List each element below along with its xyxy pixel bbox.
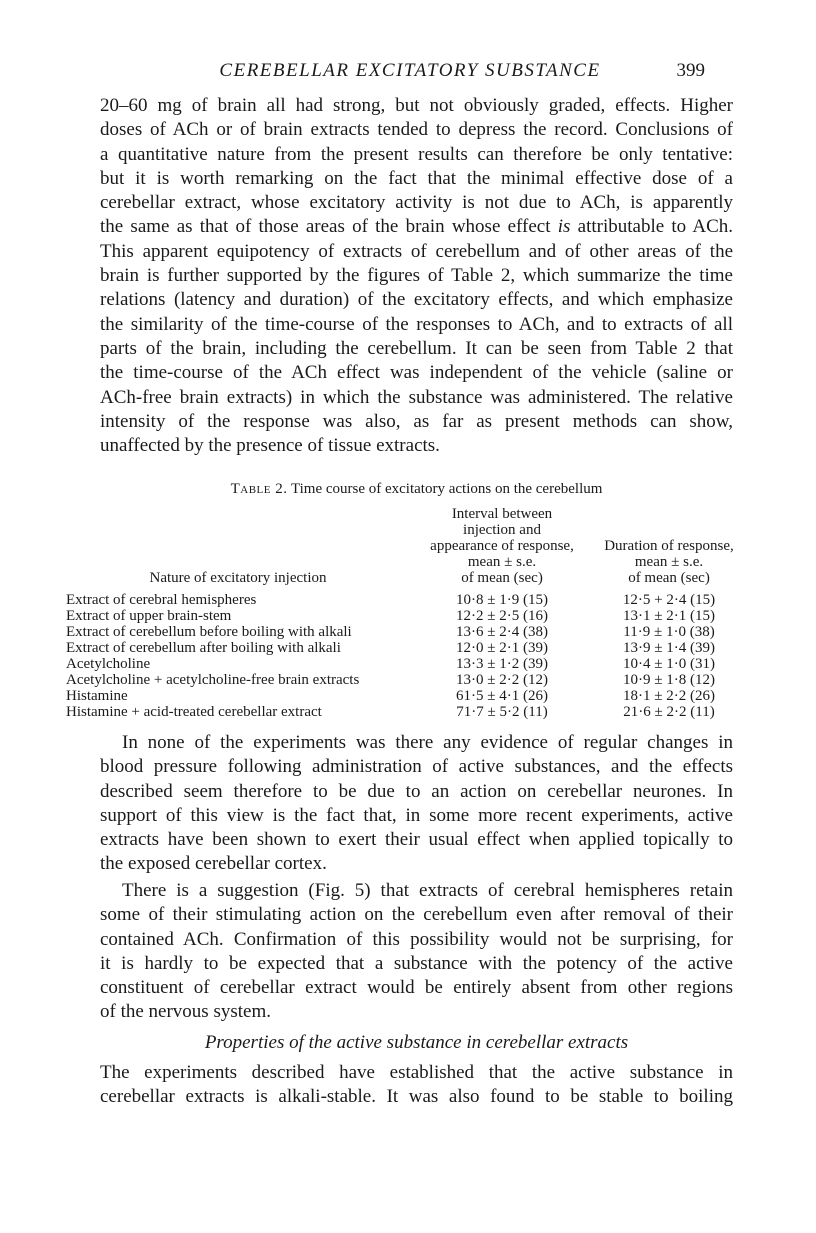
header-duration xyxy=(594,506,744,592)
table-caption-text: Time course of excitatory actions on the cerebellum xyxy=(290,481,603,497)
header-line: injection and xyxy=(463,522,541,538)
page-number: 399 xyxy=(676,60,705,81)
text-line: it is hardly to be expected that a substance with the potency of the active xyxy=(100,952,733,974)
text-line: the similarity of the time-course of the responses to ACh, and to extracts of all xyxy=(100,313,733,335)
text-line: blood pressure following administration of active substances, and the effects xyxy=(100,756,733,778)
paragraph-1 xyxy=(100,94,733,458)
injection-cell: Extract of cerebral hemispheres xyxy=(66,592,257,608)
duration-cell: 10·9 ± 1·8 (12) xyxy=(623,672,715,688)
header-interval xyxy=(410,506,594,592)
text-line: 20–60 mg of brain all had strong, but not obviously graded, effects. Higher xyxy=(100,95,733,116)
text-line: brain is further supported by the figures of Table 2, which summarize the time xyxy=(100,265,733,287)
text-line: some of their stimulating action on the cerebellum even after removal of their xyxy=(100,904,733,926)
table-row xyxy=(66,640,744,656)
text-line: unaffected by the presence of tissue extracts. xyxy=(100,435,440,457)
text-line xyxy=(100,215,733,239)
paragraph-4 xyxy=(100,1061,733,1110)
header-line: mean ± s.e. xyxy=(467,554,537,570)
text-line: In none of the experiments was there any evidence of regular changes in xyxy=(122,732,733,753)
text-line: support of this view is the fact that, in some more recent experiments, active xyxy=(100,804,733,826)
interval-cell: 12·2 ± 2·5 (16) xyxy=(456,608,548,624)
interval-cell: 13·0 ± 2·2 (12) xyxy=(456,672,548,688)
text-line: relations (latency and duration) of the excitatory effects, and which emphasize xyxy=(100,289,733,311)
text-line: doses of ACh or of brain extracts tended to depress the record. Conclusions of xyxy=(100,119,733,141)
text-line: cerebellar extracts is alkali-stable. It was also found to be stable to boiling xyxy=(100,1086,733,1108)
text-line: but it is worth remarking on the fact that the minimal effective dose of a xyxy=(100,167,733,189)
table-2 xyxy=(66,506,744,720)
table-row xyxy=(66,672,744,688)
text-line: There is a suggestion (Fig. 5) that extracts of cerebral hemispheres retain xyxy=(122,880,733,901)
injection-cell: Extract of cerebellum after boiling with alkali xyxy=(66,640,341,656)
duration-cell: 21·6 ± 2·2 (11) xyxy=(623,704,715,720)
text-line: This apparent equipotency of extracts of cerebellum and of other areas of the xyxy=(100,240,733,262)
injection-cell: Histamine + acid-treated cerebellar extract xyxy=(66,704,322,720)
table-row xyxy=(66,688,744,704)
table-caption xyxy=(100,481,733,498)
text-line: intensity of the response was also, as far as present methods can show, xyxy=(100,410,733,432)
duration-cell: 13·9 ± 1·4 (39) xyxy=(623,640,715,656)
text-line: a quantitative nature from the present results can therefore be only tentative: xyxy=(100,143,733,165)
text-segment: attributable to ACh. xyxy=(570,216,733,238)
duration-cell: 10·4 ± 1·0 (31) xyxy=(623,656,715,672)
interval-cell: 10·8 ± 1·9 (15) xyxy=(456,592,548,608)
header-line: of mean (sec) xyxy=(461,570,543,586)
duration-cell: 18·1 ± 2·2 (26) xyxy=(623,688,715,704)
text-line: parts of the brain, including the cerebellum. It can be seen from Table 2 that xyxy=(100,337,733,359)
text-line: ACh-free brain extracts) in which the substance was administered. The relative xyxy=(100,386,733,408)
interval-cell: 13·3 ± 1·2 (39) xyxy=(456,656,548,672)
paragraph-2 xyxy=(100,731,733,877)
paragraph-3 xyxy=(100,879,733,1025)
duration-cell: 11·9 ± 1·0 (38) xyxy=(623,624,715,640)
table-row xyxy=(66,608,744,624)
table-row xyxy=(66,592,744,608)
table-label: Table 2. xyxy=(230,481,288,497)
text-line: of the nervous system. xyxy=(100,1001,271,1023)
header-line: appearance of response, xyxy=(430,538,574,554)
text-line: described seem therefore to be due to an action on cerebellar neurones. In xyxy=(100,780,733,802)
header-injection: Nature of excitatory injection xyxy=(149,570,327,586)
interval-cell: 13·6 ± 2·4 (38) xyxy=(456,624,548,640)
running-title: CEREBELLAR EXCITATORY SUBSTANCE xyxy=(219,60,601,81)
text-line: constituent of cerebellar extract would be entirely absent from other regions xyxy=(100,977,733,999)
duration-cell: 12·5 + 2·4 (15) xyxy=(622,592,716,608)
injection-cell: Acetylcholine + acetylcholine-free brain extracts xyxy=(66,672,360,688)
injection-cell: Extract of cerebellum before boiling with alkali xyxy=(66,624,352,640)
table-row xyxy=(66,656,744,672)
header-line: of mean (sec) xyxy=(628,570,710,586)
header-line: mean ± s.e. xyxy=(634,554,704,570)
table-row xyxy=(66,704,744,720)
section-heading: Properties of the active substance in cerebellar extracts xyxy=(204,1032,629,1053)
text-line: the time-course of the ACh effect was independent of the vehicle (saline or xyxy=(100,362,733,384)
text-segment: the same as that of those areas of the brain whose effect xyxy=(100,216,558,238)
running-header xyxy=(100,60,733,86)
injection-cell: Acetylcholine xyxy=(66,656,151,672)
text-line: extracts have been shown to exert their usual effect when applied topically to xyxy=(100,829,733,851)
header-line: Interval between xyxy=(451,506,553,522)
interval-cell: 61·5 ± 4·1 (26) xyxy=(456,688,548,704)
injection-cell: Extract of upper brain-stem xyxy=(66,608,232,624)
text-line: the exposed cerebellar cortex. xyxy=(100,853,327,875)
text-line: contained ACh. Confirmation of this possibility would not be surprising, for xyxy=(100,928,733,950)
text-line: cerebellar extract, whose excitatory activity is not due to ACh, is apparently xyxy=(100,192,733,214)
injection-cell: Histamine xyxy=(66,688,128,704)
header-line: Duration of response, xyxy=(604,538,734,554)
interval-cell: 71·7 ± 5·2 (11) xyxy=(456,704,548,720)
duration-cell: 13·1 ± 2·1 (15) xyxy=(623,608,715,624)
text-line: The experiments described have established that the active substance in xyxy=(100,1062,733,1083)
interval-cell: 12·0 ± 2·1 (39) xyxy=(456,640,548,656)
emphasis: is xyxy=(557,216,571,238)
table-row xyxy=(66,624,744,640)
